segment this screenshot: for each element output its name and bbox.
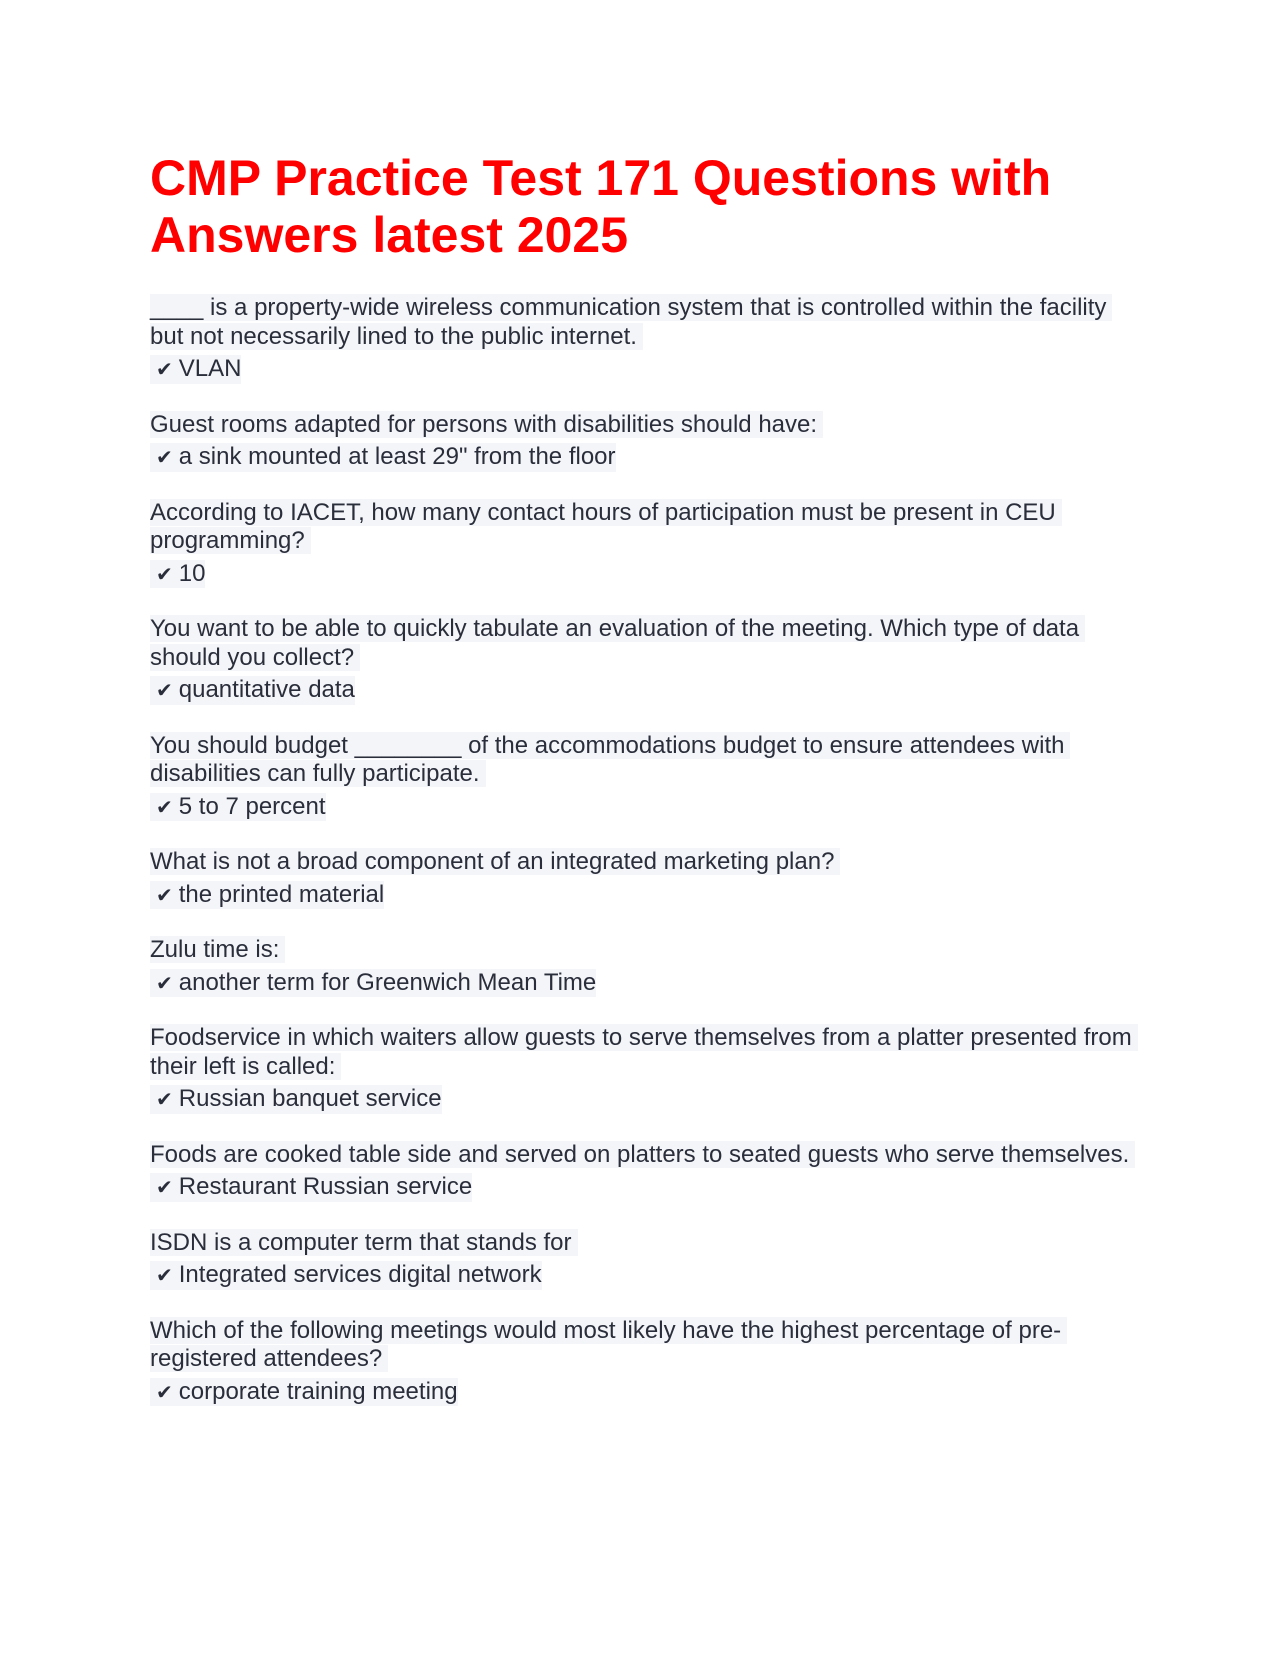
checkmark-icon: ✔ [156, 1263, 173, 1287]
qa-item [150, 1229, 1140, 1290]
page-title: CMP Practice Test 171 Questions with Answers latest 2025 [150, 150, 1052, 263]
checkmark-icon: ✔ [156, 445, 173, 469]
checkmark-icon: ✔ [156, 882, 173, 907]
qa-item [150, 732, 1140, 822]
answer-text: VLAN [178, 355, 242, 382]
answer-text: Russian banquet service [178, 1085, 442, 1112]
question-text: According to IACET, how many contact hours of participation must be present in CEU programming? [150, 499, 1140, 556]
answer-line [150, 1261, 1140, 1290]
answer-line [150, 676, 1140, 705]
question-text: What is not a broad component of an integrated marketing plan? [150, 848, 1140, 877]
answer-line [150, 881, 1140, 910]
answer-text: 5 to 7 percent [178, 792, 326, 820]
qa-item [150, 1024, 1140, 1114]
question-text: Guest rooms adapted for persons with disabilities should have: [150, 411, 1140, 440]
qa-item [150, 936, 1140, 997]
answer-text: quantitative data [178, 676, 355, 703]
answer-text: a sink mounted at least 29" from the floor [178, 443, 616, 470]
checkmark-icon: ✔ [156, 678, 173, 702]
answer-text: the printed material [178, 880, 385, 908]
checkmark-icon: ✔ [156, 1175, 173, 1199]
answer-line [150, 560, 1140, 589]
answer-text: another term for Greenwich Mean Time [178, 968, 597, 996]
answer-text: Integrated services digital network [178, 1261, 542, 1288]
checkmark-icon: ✔ [156, 357, 173, 381]
qa-list [150, 294, 1140, 1433]
question-text: ISDN is a computer term that stands for [150, 1229, 1140, 1258]
question-text: ____ is a property-wide wireless communication system that is controlled within the facility but not necessarily lined to the public internet. [150, 294, 1140, 351]
checkmark-icon: ✔ [156, 1087, 173, 1111]
answer-line [150, 355, 1140, 384]
qa-item [150, 848, 1140, 909]
question-text: You want to be able to quickly tabulate an evaluation of the meeting. Which type of data should you collect? [150, 615, 1140, 672]
qa-item [150, 615, 1140, 705]
qa-item [150, 294, 1140, 384]
answer-line [150, 1173, 1140, 1202]
answer-line [150, 443, 1140, 472]
checkmark-icon: ✔ [156, 1379, 173, 1404]
checkmark-icon: ✔ [156, 970, 173, 995]
qa-item [150, 1317, 1140, 1407]
question-text: Foodservice in which waiters allow guests to serve themselves from a platter presented from their left is called: [150, 1024, 1140, 1081]
answer-text: Restaurant Russian service [178, 1173, 473, 1200]
question-text: Zulu time is: [150, 936, 1140, 965]
answer-text: 10 [178, 559, 206, 587]
answer-text: corporate training meeting [178, 1377, 458, 1405]
question-text: Foods are cooked table side and served on platters to seated guests who serve themselves. [150, 1141, 1140, 1170]
question-text: You should budget ________ of the accommodations budget to ensure attendees with disabilities can fully participate. [150, 732, 1140, 789]
checkmark-icon: ✔ [156, 561, 173, 586]
answer-line [150, 1085, 1140, 1114]
answer-line [150, 793, 1140, 822]
question-text: Which of the following meetings would most likely have the highest percentage of pre-registered attendees? [150, 1317, 1140, 1374]
answer-line [150, 1378, 1140, 1407]
checkmark-icon: ✔ [156, 794, 173, 819]
qa-item [150, 1141, 1140, 1202]
qa-item [150, 411, 1140, 472]
qa-item [150, 499, 1140, 589]
answer-line [150, 969, 1140, 998]
